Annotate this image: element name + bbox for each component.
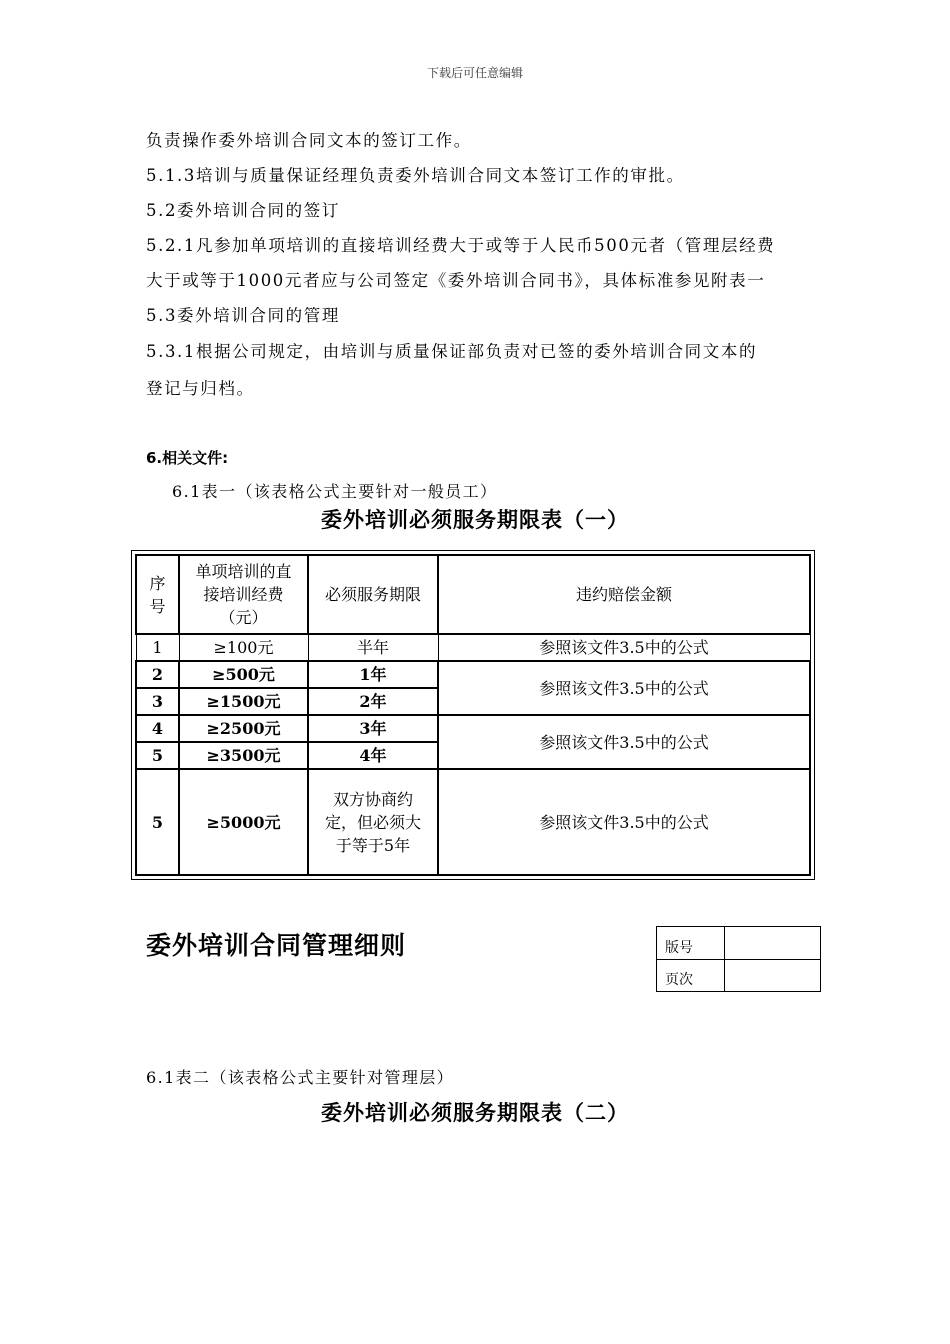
row-term: 4年 bbox=[308, 742, 438, 769]
header-term: 必须服务期限 bbox=[308, 555, 438, 634]
row-fee: ≥5000元 bbox=[179, 769, 308, 875]
table-row bbox=[136, 634, 810, 661]
table-row bbox=[136, 715, 810, 742]
row-fee: ≥3500元 bbox=[179, 742, 308, 769]
row-fee: ≥1500元 bbox=[179, 688, 308, 715]
table2-title: 委外培训必须服务期限表（二） bbox=[321, 1101, 629, 1125]
row-term: 双方协商约定，但必须大于等于5年 bbox=[308, 769, 438, 875]
row-no: 5 bbox=[136, 742, 179, 769]
header-no: 序号 bbox=[136, 555, 179, 634]
row-fee: ≥2500元 bbox=[179, 715, 308, 742]
paragraph-5: 大于或等于1000元者应与公司签定《委外培训合同书》，具体标准参见附表一 bbox=[146, 271, 766, 290]
row-fee: ≥500元 bbox=[179, 661, 308, 688]
row-penalty-merged: 参照该文件3.5中的公式 bbox=[438, 661, 810, 715]
paragraph-1: 负责操作委外培训合同文本的签订工作。 bbox=[146, 131, 472, 150]
row-no: 5 bbox=[136, 769, 179, 875]
row-no: 3 bbox=[136, 688, 179, 715]
header-penalty: 违约赔偿金额 bbox=[438, 555, 810, 634]
row-no: 2 bbox=[136, 661, 179, 688]
row-term: 2年 bbox=[308, 688, 438, 715]
service-term-table-1 bbox=[135, 554, 811, 876]
version-value bbox=[725, 927, 821, 960]
table1-frame bbox=[131, 550, 815, 880]
section-6-heading: 6.相关文件: bbox=[146, 449, 229, 467]
row-penalty-merged: 参照该文件3.5中的公式 bbox=[438, 715, 810, 769]
paragraph-7: 5.3.1根据公司规定，由培训与质量保证部负责对已签的委外培训合同文本的 bbox=[146, 342, 758, 361]
paragraph-8: 登记与归档。 bbox=[146, 379, 255, 398]
version-box bbox=[656, 926, 821, 992]
table1-title: 委外培训必须服务期限表（一） bbox=[321, 508, 629, 532]
row-no: 4 bbox=[136, 715, 179, 742]
document-title: 委外培训合同管理细则 bbox=[146, 931, 407, 960]
row-term: 3年 bbox=[308, 715, 438, 742]
row-term: 半年 bbox=[308, 634, 438, 661]
row-no: 1 bbox=[136, 634, 179, 661]
row-fee: ≥100元 bbox=[179, 634, 308, 661]
row-term: 1年 bbox=[308, 661, 438, 688]
page-label: 页次 bbox=[657, 959, 725, 992]
header-note: 下载后可任意编辑 bbox=[426, 66, 523, 80]
table-row bbox=[136, 661, 810, 688]
row-penalty: 参照该文件3.5中的公式 bbox=[438, 769, 810, 875]
paragraph-2: 5.1.3培训与质量保证经理负责委外培训合同文本签订工作的审批。 bbox=[146, 166, 685, 185]
version-label: 版号 bbox=[657, 927, 725, 960]
table1-caption: 6.1表一（该表格公式主要针对一般员工） bbox=[172, 482, 498, 501]
table-header-row bbox=[136, 555, 810, 634]
table2-caption: 6.1表二（该表格公式主要针对管理层） bbox=[146, 1068, 455, 1087]
table-row bbox=[136, 769, 810, 875]
paragraph-6: 5.3委外培训合同的管理 bbox=[146, 306, 340, 325]
row-penalty: 参照该文件3.5中的公式 bbox=[438, 634, 810, 661]
page-value bbox=[725, 959, 821, 992]
header-fee: 单项培训的直接培训经费（元） bbox=[179, 555, 308, 634]
paragraph-4: 5.2.1凡参加单项培训的直接培训经费大于或等于人民币500元者（管理层经费 bbox=[146, 236, 776, 255]
paragraph-3: 5.2委外培训合同的签订 bbox=[146, 201, 340, 220]
